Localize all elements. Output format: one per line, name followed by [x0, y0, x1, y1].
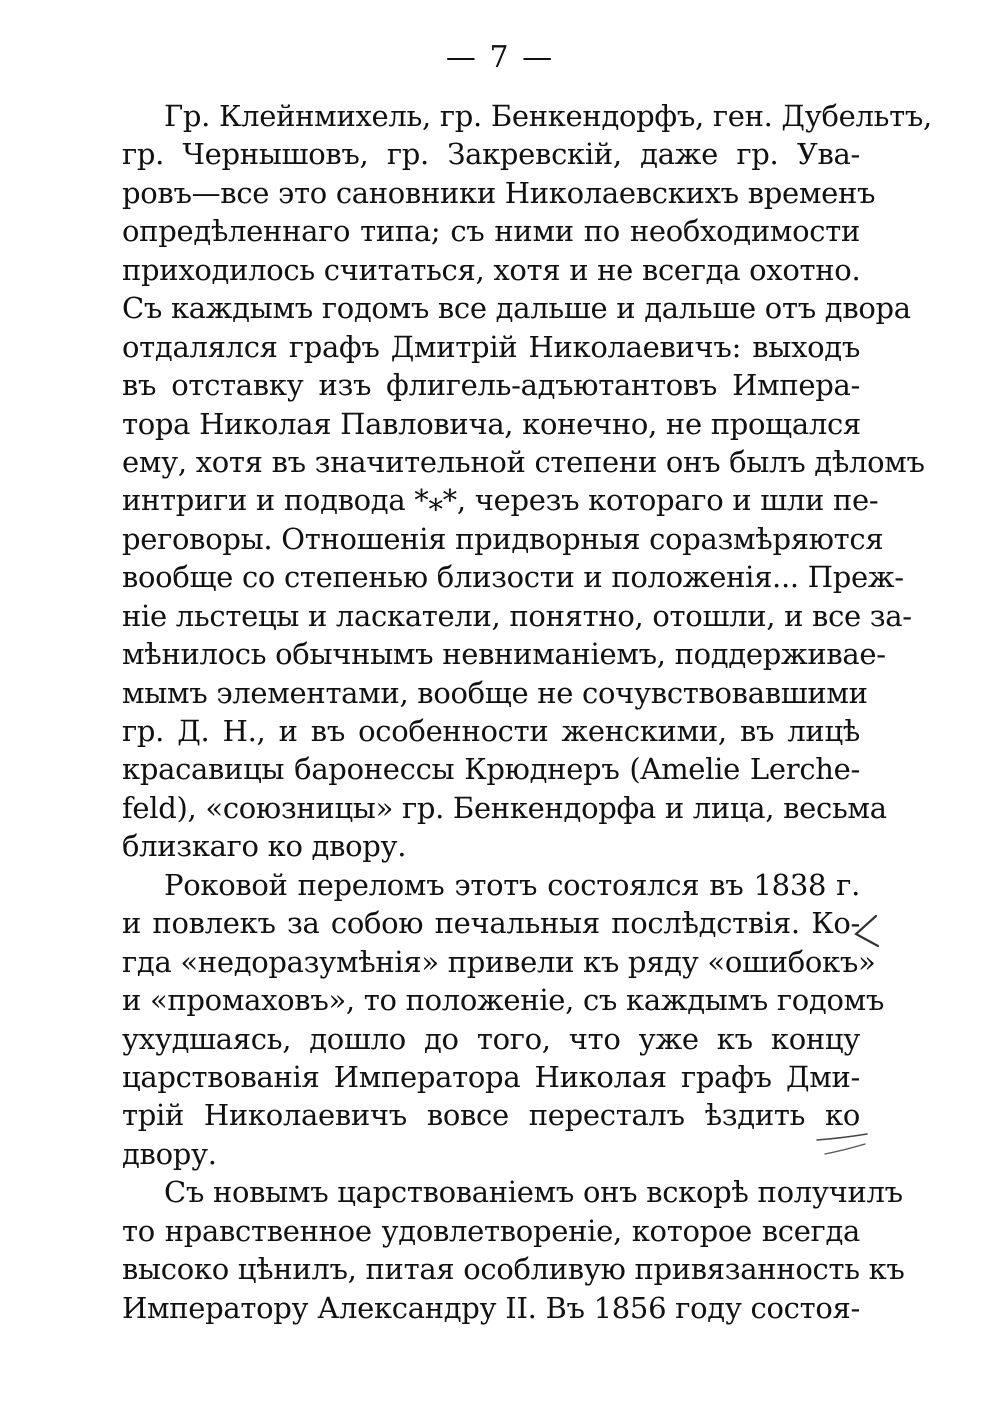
body-text — [122, 97, 932, 1327]
text-line: ухудшаясь, дошло до того, что уже къ концу — [122, 1021, 860, 1056]
text-line: тора Николая Павловича, конечно, не прощался — [122, 406, 861, 441]
text-line: то нравственное удовлетвореніе, которое всегда — [122, 1213, 860, 1248]
text-line: Роковой переломъ этотъ состоялся въ 1838 г. — [164, 867, 860, 902]
text-line: царствованія Императора Николая графъ Дми- — [122, 1059, 860, 1094]
text-line: красавицы баронессы Крюднеръ (Amelie Lerche- — [122, 752, 860, 787]
text-line: ему, хотя въ значительной степени онъ былъ дѣломъ — [122, 444, 925, 479]
text-line: мѣнилось обычнымъ невниманіемъ, поддерживае- — [122, 637, 886, 672]
text-line: ніе льстецы и ласкатели, понятно, отошли, и все за- — [122, 598, 912, 633]
text-line: мымъ элементами, вообще не сочувствовавшими — [122, 675, 868, 710]
text-line: и «промаховъ», то положеніе, съ каждымъ годомъ — [122, 983, 885, 1018]
text-line: гр. Чернышовъ, гр. Закревскій, даже гр. Ува- — [122, 137, 860, 172]
text-line: гда «недоразумѣнія» привели къ ряду «ошибокъ» — [122, 944, 876, 979]
text-line: feld), «союзницы» гр. Бенкендорфа и лица, весьма — [122, 790, 887, 825]
text-line: ровъ—все это сановники Николаевскихъ временъ — [122, 175, 876, 210]
paragraph-2 — [122, 866, 885, 1174]
text-line: Гр. Клейнмихель, гр. Бенкендорфъ, ген. Дубельтъ, — [164, 99, 932, 133]
paragraph-1 — [122, 97, 932, 866]
text-line: двору. — [122, 1136, 217, 1171]
text-line: реговоры. Отношенія придворныя соразмѣряются — [122, 521, 884, 556]
text-line: приходилось считаться, хотя и не всегда охотно. — [122, 252, 861, 287]
text-line: Съ каждымъ годомъ все дальше и дальше отъ двора — [122, 291, 911, 326]
text-line: Императору Александру II. Въ 1856 году состоя- — [122, 1290, 860, 1325]
text-line: въ отставку изъ флигель-адъютантовъ Импера- — [122, 368, 860, 403]
text-line: интриги и подвода *⁎*, черезъ котораго и шли пе- — [122, 483, 879, 518]
text-line: и повлекъ за собою печальныя послѣдствія. Ко- — [122, 906, 860, 941]
page-number: — 7 — — [445, 40, 555, 75]
text-line: опредѣленнаго типа; съ ними по необходимости — [122, 214, 860, 249]
text-line: трій Николаевичъ вовсе пересталъ ѣздить ко — [122, 1098, 860, 1133]
text-line: высоко цѣнилъ, питая особливую привязанность къ — [122, 1252, 905, 1287]
text-line: близкаго ко двору. — [122, 829, 407, 864]
text-line: Съ новымъ царствованіемъ онъ вскорѣ получилъ — [164, 1175, 903, 1210]
text-line: отдалялся графъ Дмитрій Николаевичъ: выходъ — [122, 329, 860, 364]
paragraph-3 — [122, 1173, 905, 1327]
text-line: вообще со степенью близости и положенія... Преж- — [122, 560, 904, 595]
text-line: гр. Д. Н., и въ особенности женскими, въ лицѣ — [122, 714, 860, 748]
